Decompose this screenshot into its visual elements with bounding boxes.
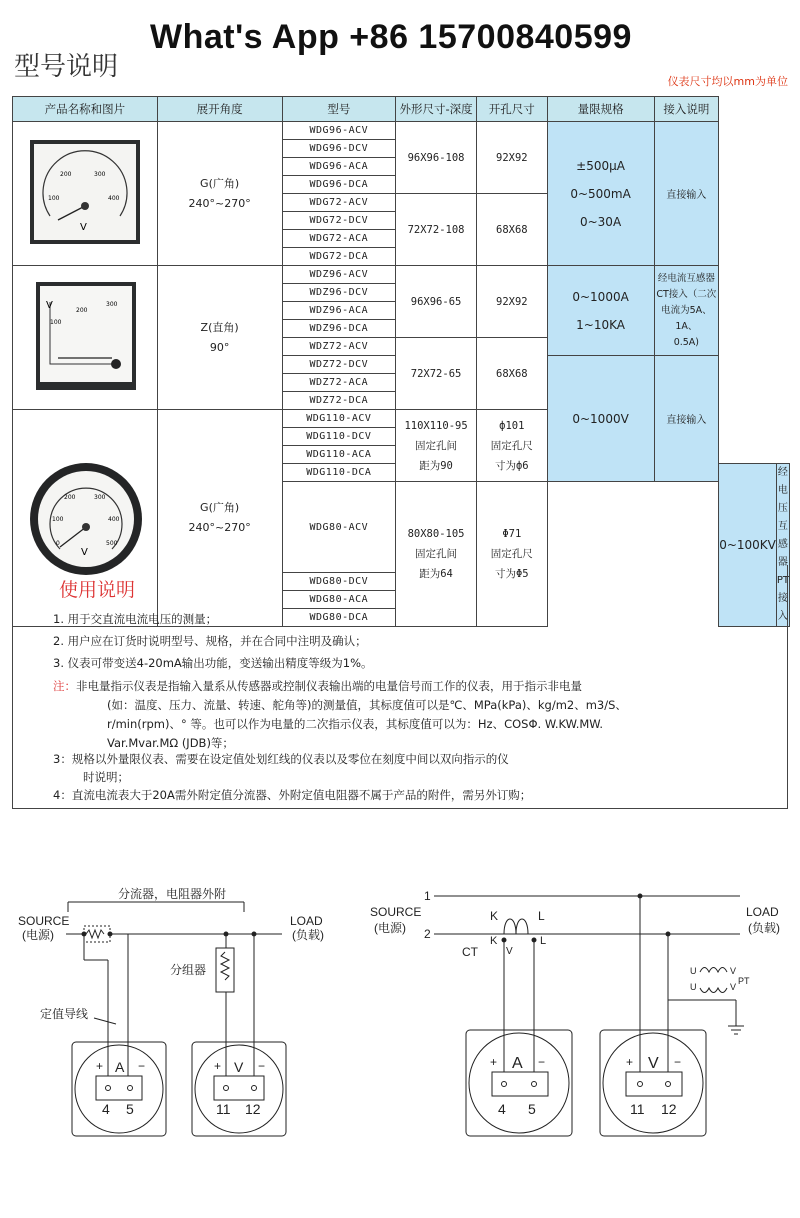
scale-label: 0 xyxy=(55,539,60,547)
access-cell: 直接输入 xyxy=(654,356,719,482)
hole-cell: 92X92 xyxy=(476,266,547,338)
range-value: 0~1000A xyxy=(572,289,629,304)
source-cn-label: (电源) xyxy=(374,921,406,935)
access-line: 经电压互感 xyxy=(777,467,788,550)
meter-symbol: V xyxy=(45,300,53,311)
model-cell: WDZ96-DCV xyxy=(282,284,396,302)
angle-type: Z(直角) xyxy=(200,320,239,334)
hole-line: ф101 xyxy=(499,419,525,432)
ct-v-label: V xyxy=(506,946,513,957)
size-cell xyxy=(396,410,477,482)
ammeter-plus: + xyxy=(490,1055,498,1069)
voltmeter-plus: + xyxy=(626,1055,634,1069)
voltmeter-symbol: V xyxy=(648,1055,659,1072)
range-cell xyxy=(547,266,654,356)
angle-range: 90° xyxy=(209,340,230,354)
scale-label: 200 xyxy=(59,171,72,178)
scale-label: 200 xyxy=(75,307,88,314)
wiring-diagrams xyxy=(0,880,800,1200)
model-cell: WDG72-ACV xyxy=(282,194,396,212)
model-cell: WDG80-DCV xyxy=(282,573,396,591)
size-line: 固定孔间 xyxy=(415,439,458,452)
angle-range: 240°~270° xyxy=(188,196,251,210)
access-line: CT接入（二次 xyxy=(656,288,717,300)
meter-image-square-wide xyxy=(13,122,158,266)
ct-l-label: L xyxy=(538,909,545,923)
pt-v2: V xyxy=(730,982,737,992)
spec-table xyxy=(12,96,790,627)
header-cell: 开孔尺寸 xyxy=(476,97,547,122)
model-cell: WDG96-ACA xyxy=(282,158,396,176)
hole-line: 寸为ф6 xyxy=(494,459,529,472)
ammeter-symbol: A xyxy=(512,1055,523,1072)
size-line: 80X80-105 xyxy=(407,528,465,540)
usage-note-line: Var.Mvar.MΩ (JDB)等； xyxy=(107,736,234,750)
model-cell: WDG110-ACA xyxy=(282,446,396,464)
scale-label: 500 xyxy=(105,539,118,547)
meter-symbol: V xyxy=(80,546,88,558)
access-cell: 直接输入 xyxy=(654,122,719,266)
usage-note-line: r/min(rpm)、° 等。也可以作为电量的二次指示仪表，其标度值可以为：Hz、COSΦ. W.KW.MW. xyxy=(107,717,603,731)
model-cell: WDZ96-DCA xyxy=(282,320,396,338)
model-cell: WDG80-DCA xyxy=(282,609,396,627)
model-cell: WDG96-ACV xyxy=(282,122,396,140)
meter-image-square-right-angle xyxy=(13,266,158,410)
hole-line: 固定孔尺 xyxy=(490,439,533,452)
hole-line: 寸为Φ5 xyxy=(494,568,529,580)
scale-label: 300 xyxy=(93,171,106,178)
hole-cell: 68X68 xyxy=(476,338,547,410)
model-cell: WDZ72-ACA xyxy=(282,374,396,392)
size-cell: 96X96-108 xyxy=(396,122,477,194)
voltmeter-minus: − xyxy=(674,1055,682,1069)
voltmeter-terminal: 12 xyxy=(245,1101,261,1117)
line1-label: 1 xyxy=(424,889,431,903)
shunt-label: 分流器，电阻器外附 xyxy=(118,887,227,901)
angle-type: G(广角) xyxy=(200,176,240,190)
ammeter-minus: − xyxy=(538,1055,546,1069)
range-value: 0~30A xyxy=(579,214,622,229)
voltmeter-minus: − xyxy=(258,1059,266,1073)
source-cn-label: (电源) xyxy=(22,928,54,942)
pt-v1: V xyxy=(730,966,737,976)
pt-u1: U xyxy=(690,966,697,976)
access-line: 器PT接入 xyxy=(776,557,789,622)
load-cn-label: (负载) xyxy=(292,928,324,942)
meter-symbol: V xyxy=(79,222,87,233)
size-cell: 72X72-65 xyxy=(396,338,477,410)
range-cell: 0~100KV xyxy=(719,464,777,627)
usage-note xyxy=(53,678,582,694)
ammeter-terminal: 5 xyxy=(528,1101,536,1117)
access-cell xyxy=(654,266,719,356)
ammeter-terminal: 4 xyxy=(498,1101,506,1117)
size-line: 110X110-95 xyxy=(404,419,468,432)
usage-notes xyxy=(12,565,788,809)
divider-label: 分组器 xyxy=(170,963,207,977)
voltmeter-plus: + xyxy=(214,1059,222,1073)
scale-label: 100 xyxy=(51,515,64,523)
model-cell: WDG110-DCA xyxy=(282,464,396,482)
unit-note: 仪表尺寸均以mm为单位 xyxy=(667,75,788,88)
hole-cell: 68X68 xyxy=(476,194,547,266)
size-line: 固定孔间 xyxy=(415,548,458,560)
scale-label: 300 xyxy=(93,493,106,501)
source-label: SOURCE xyxy=(18,914,70,928)
load-label: LOAD xyxy=(746,905,779,919)
model-cell: WDG96-DCV xyxy=(282,140,396,158)
model-cell: WDG72-DCV xyxy=(282,212,396,230)
range-cell: 0~1000V xyxy=(547,356,654,482)
load-cn-label: (负载) xyxy=(748,921,780,935)
model-cell: WDG80-ACA xyxy=(282,591,396,609)
source-label: SOURCE xyxy=(370,905,422,919)
scale-label: 200 xyxy=(63,493,76,501)
scale-label: 100 xyxy=(49,319,62,326)
size-line: 距为90 xyxy=(419,459,453,472)
load-label: LOAD xyxy=(290,914,323,928)
pt-label: PT xyxy=(738,976,750,986)
whatsapp-banner: What's App +86 15700840599 xyxy=(150,18,632,56)
model-cell: WDZ72-DCV xyxy=(282,356,396,374)
usage-item: 时说明； xyxy=(83,770,129,784)
usage-item: 1. 用于交直流电流电压的测量； xyxy=(53,612,218,626)
ammeter-minus: − xyxy=(138,1059,146,1073)
line2-label: 2 xyxy=(424,927,431,941)
hole-cell: 92X92 xyxy=(476,122,547,194)
model-cell: WDZ72-DCA xyxy=(282,392,396,410)
lead-label: 定值导线 xyxy=(40,1007,89,1021)
section-title: 型号说明 xyxy=(14,52,119,82)
usage-item: 4：直流电流表大于20A需外附定值分流器、外附定值电阻器不属于产品的附件，需另外订购； xyxy=(53,788,532,802)
ct-label: CT xyxy=(462,945,478,959)
range-value: 0~500mA xyxy=(570,186,631,201)
left-wiring-diagram xyxy=(18,886,324,1136)
header-cell: 接入说明 xyxy=(654,97,719,122)
table-header-row xyxy=(13,97,790,122)
model-cell: WDG96-DCA xyxy=(282,176,396,194)
ammeter-plus: + xyxy=(96,1059,104,1073)
angle-type: G(广角) xyxy=(200,501,240,514)
ct-l2-label: L xyxy=(540,935,547,947)
hole-line: Φ71 xyxy=(502,528,522,540)
size-cell: 72X72-108 xyxy=(396,194,477,266)
voltmeter-terminal: 12 xyxy=(661,1101,677,1117)
hole-line: 固定孔尺 xyxy=(490,548,533,560)
header-cell: 外形尺寸-深度 xyxy=(396,97,477,122)
right-wiring-diagram xyxy=(370,889,780,1136)
model-cell: WDZ72-ACV xyxy=(282,338,396,356)
range-value: 1~10KA xyxy=(576,317,625,332)
model-cell: WDG72-ACA xyxy=(282,230,396,248)
range-value: ±500μA xyxy=(576,158,625,173)
usage-title: 使用说明 xyxy=(59,579,136,601)
voltmeter-symbol: V xyxy=(234,1059,244,1075)
header-cell: 型号 xyxy=(282,97,396,122)
size-line: 距为64 xyxy=(419,568,453,580)
scale-label: 100 xyxy=(47,195,60,202)
usage-item: 2. 用户应在订货时说明型号、规格，并在合同中注明及确认； xyxy=(53,634,367,648)
ct-k2-label: K xyxy=(490,935,498,947)
access-line: 0.5A) xyxy=(673,336,700,348)
scale-label: 400 xyxy=(107,515,120,523)
range-cell xyxy=(547,122,654,266)
ct-k-label: K xyxy=(490,909,499,923)
model-cell: WDG110-ACV xyxy=(282,410,396,428)
model-cell: WDG80-ACV xyxy=(282,482,396,573)
header-cell: 量限规格 xyxy=(547,97,654,122)
header-cell: 展开角度 xyxy=(157,97,282,122)
scale-label: 400 xyxy=(107,195,120,202)
access-line: 经电流互感器 xyxy=(657,272,715,284)
hole-cell xyxy=(476,410,547,482)
ammeter-symbol: A xyxy=(115,1059,125,1075)
usage-item: 3. 仪表可带变送4-20mA输出功能，变送输出精度等级为1%。 xyxy=(53,656,373,670)
usage-item: 3：规格以外量限仪表、需要在设定值处划红线的仪表以及零位在刻度中间以双向指示的仪 xyxy=(53,752,509,766)
note-label: 注： xyxy=(53,679,76,693)
model-cell: WDZ96-ACV xyxy=(282,266,396,284)
voltmeter-terminal: 11 xyxy=(216,1101,231,1117)
usage-note-line: (如：温度、压力、流量、转速、舵角等)的测量值，其标度值可以是℃、MPa(kPa)、kg/m2、m3/S、 xyxy=(107,698,627,712)
model-cell: WDG72-DCA xyxy=(282,248,396,266)
ammeter-terminal: 5 xyxy=(126,1101,134,1117)
access-line: 电流为5A、1A、 xyxy=(661,304,712,332)
header-cell: 产品名称和图片 xyxy=(13,97,158,122)
note-text: 非电量指示仪表是指输入量系从传感器或控制仪表输出端的电量信号而工作的仪表，用于指示非电量 xyxy=(76,679,582,693)
angle-cell xyxy=(157,266,282,410)
size-cell: 96X96-65 xyxy=(396,266,477,338)
voltmeter-terminal: 11 xyxy=(630,1101,645,1117)
angle-range: 240°~270° xyxy=(188,521,251,534)
angle-cell xyxy=(157,122,282,266)
scale-label: 300 xyxy=(105,301,118,308)
pt-u2: U xyxy=(690,982,697,992)
model-cell: WDG110-DCV xyxy=(282,428,396,446)
ammeter-terminal: 4 xyxy=(102,1101,110,1117)
model-cell: WDZ96-ACA xyxy=(282,302,396,320)
